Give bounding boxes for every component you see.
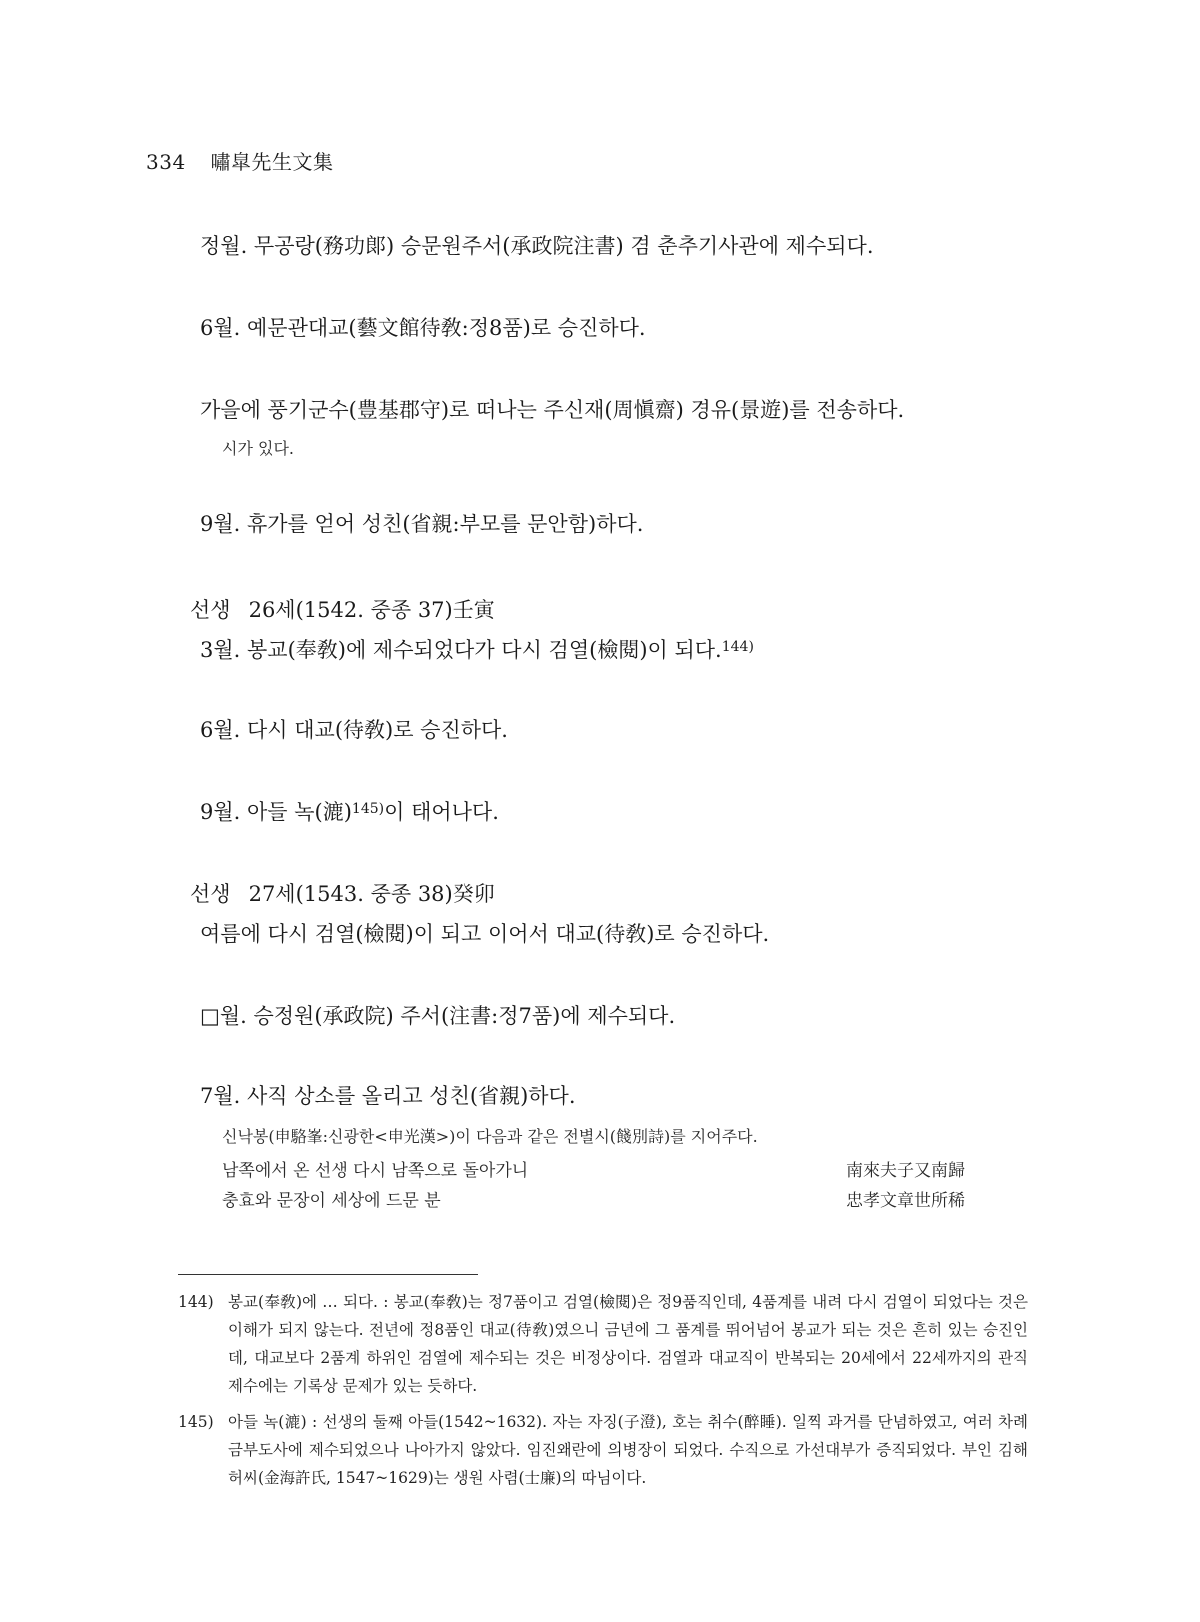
poem-line-1-hanja: 南來夫子又南歸 bbox=[846, 1161, 965, 1181]
entry-september-26 bbox=[200, 796, 499, 826]
page-header bbox=[146, 146, 334, 175]
year-heading-26 bbox=[190, 594, 495, 624]
entry-autumn-note: 시가 있다. bbox=[222, 439, 294, 458]
footnote-number: 144) bbox=[178, 1293, 214, 1311]
year-heading-27 bbox=[190, 878, 495, 908]
poem-line-1-korean: 남쪽에서 온 선생 다시 남쪽으로 돌아가니 bbox=[222, 1161, 529, 1181]
footnote-ref-145[interactable]: 145) bbox=[351, 801, 385, 817]
entry-july-27-note: 신낙봉(申駱峯:신광한<申光漢>)이 다음과 같은 전별시(餞別詩)를 지어주다. bbox=[222, 1127, 758, 1146]
entry-june-26: 6월. 다시 대교(待敎)로 승진하다. bbox=[200, 718, 508, 742]
entry-january: 정월. 무공랑(務功郞) 승문원주서(承政院注書) 겸 춘추기사관에 제수되다. bbox=[200, 234, 874, 258]
entry-text: 이 태어나다. bbox=[384, 800, 499, 824]
entry-march-26 bbox=[200, 634, 754, 664]
entry-summer-27: 여름에 다시 검열(檢閱)이 되고 이어서 대교(待敎)로 승진하다. bbox=[200, 922, 770, 946]
entry-text: 3월. 봉교(奉敎)에 제수되었다가 다시 검열(檢閱)이 되다. bbox=[200, 638, 722, 662]
footnote-text: 봉교(奉敎)에 … 되다. : 봉교(奉敎)는 정7품이고 검열(檢閱)은 정9품직인데, 4품계를 내려 다시 검열이 되었다는 것은 이해가 되지 않는다. 전년에 정8품인 대교(待敎)였으니 금년에 그 품계를 뛰어넘어 봉교가 되는 것은 흔히 있는 승진인데, 대교보다 2품계 하위인 검열에 제수되는 것은 비정상이다. 검열과 대교직이 반복되는 20세에서 22세까지의 관직 제수에는 기록상 문제가 있는 듯하다. bbox=[228, 1293, 1028, 1395]
entry-july-27: 7월. 사직 상소를 올리고 성친(省親)하다. bbox=[200, 1084, 576, 1108]
year-heading-age: 26세(1542. 중종 37)壬寅 bbox=[248, 598, 495, 622]
page-number: 334 bbox=[146, 150, 186, 174]
poem-line-2-korean: 충효와 문장이 세상에 드문 분 bbox=[222, 1191, 441, 1211]
entry-september: 9월. 휴가를 얻어 성친(省親:부모를 문안함)하다. bbox=[200, 512, 644, 536]
footnote-divider bbox=[178, 1274, 478, 1275]
year-heading-age: 27세(1543. 중종 38)癸卯 bbox=[248, 882, 495, 906]
footnote-number: 145) bbox=[178, 1413, 214, 1431]
year-heading-label: 선생 bbox=[190, 882, 231, 906]
footnote-144 bbox=[178, 1288, 1028, 1400]
entry-june: 6월. 예문관대교(藝文館待敎:정8품)로 승진하다. bbox=[200, 316, 646, 340]
footnote-ref-144[interactable]: 144) bbox=[721, 639, 754, 655]
footnote-145 bbox=[178, 1408, 1028, 1492]
poem-line-2-hanja: 忠孝文章世所稀 bbox=[846, 1191, 965, 1211]
entry-unknown-month-27: □월. 승정원(承政院) 주서(注書:정7품)에 제수되다. bbox=[200, 1004, 676, 1028]
entry-text: 9월. 아들 녹(漉) bbox=[200, 800, 352, 824]
entry-autumn: 가을에 풍기군수(豊基郡守)로 떠나는 주신재(周愼齋) 경유(景遊)를 전송하다. bbox=[200, 398, 905, 422]
book-title: 嘯皐先生文集 bbox=[210, 150, 334, 174]
year-heading-label: 선생 bbox=[190, 598, 231, 622]
footnote-text: 아들 녹(漉) : 선생의 둘째 아들(1542~1632). 자는 자징(子澄), 호는 취수(醉睡). 일찍 과거를 단념하였고, 여러 차례 금부도사에 제수되었으나 나아가지 않았다. 임진왜란에 의병장이 되었다. 수직으로 가선대부가 증직되었다. 부인 김해허씨(金海許氏, 1547~1629)는 생원 사렴(士廉)의 따님이다. bbox=[228, 1413, 1028, 1487]
